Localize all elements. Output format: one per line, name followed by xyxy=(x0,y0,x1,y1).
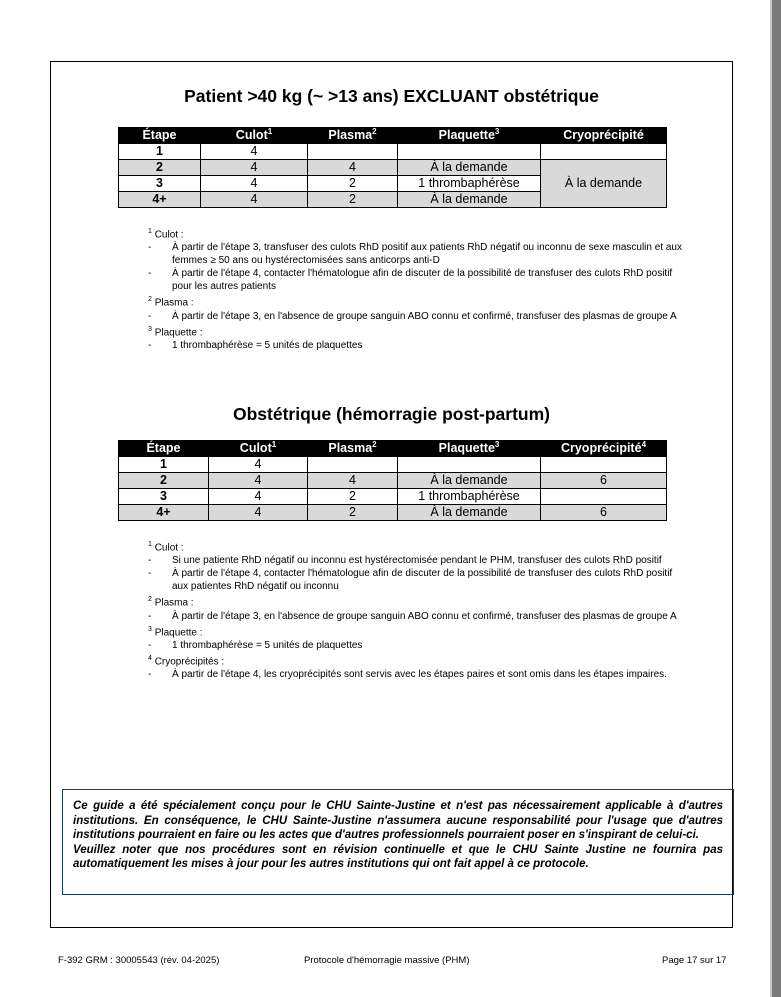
cell-plasma xyxy=(308,144,398,160)
cell-plaquette: À la demande xyxy=(398,505,541,521)
header-culot: Culot$^1$ xyxy=(201,128,308,144)
header-etape: Étape xyxy=(119,441,209,457)
section1-title: Patient >40 kg (~ >13 ans) EXCLUANT obstétrique xyxy=(184,86,599,106)
note-head: $^2$ Plasma : xyxy=(148,296,194,309)
note-item: - Si une patiente RhD négatif ou inconnu est hystérectomisée pendant le PHM, transfuser des culots RhD positif xyxy=(148,555,662,567)
header-culot: Culot$^1$ xyxy=(209,441,308,457)
cell-plaquette: À la demande xyxy=(398,192,541,208)
cell-plasma: 4 xyxy=(308,160,398,176)
cell-plaquette: À la demande xyxy=(398,160,541,176)
disclaimer-paragraph: Ce guide a été spécialement conçu pour le CHU Sainte-Justine et n'est pas nécessairement applicable à d'autres institutions. En conséquence, le CHU Sainte-Justine n'assumera aucune responsabilité pour l'usage que d'autres institutions pourraient en faire ou les actes que d'autres professionnels pourraient poser en s'inspirant de celui-ci. xyxy=(73,800,723,841)
section1-table xyxy=(118,127,667,208)
section1-notes xyxy=(148,225,688,352)
cell-plasma: 2 xyxy=(308,505,398,521)
note-head: $^4$ Cryoprécipités : xyxy=(148,654,225,668)
cell-cryo: 6 xyxy=(541,505,667,521)
note-item: - À partir de l'étape 4, les cryoprécipités sont servis avec les étapes paires et sont omis dans les étapes impaires. xyxy=(148,669,667,681)
cell-plaquette: 1 thrombaphérèse xyxy=(398,489,541,505)
disclaimer-paragraph: Veuillez noter que nos procédures sont en révision continuelle et que le CHU Sainte Justine ne fournira pas automatiquement les mises à jour pour les autres institutions qui ont fait appel à ce protocole. xyxy=(73,843,723,870)
table-header-row xyxy=(119,441,667,457)
cell-etape: 3 xyxy=(119,489,209,505)
cell-cryo-merged: À la demande xyxy=(541,160,667,208)
cell-culot: 4 xyxy=(201,144,308,160)
cell-culot: 4 xyxy=(201,160,308,176)
table-row xyxy=(119,457,667,473)
header-plasma: Plasma$^2$ xyxy=(308,128,398,144)
cell-etape: 1 xyxy=(119,457,209,473)
cell-plasma: 2 xyxy=(308,176,398,192)
cell-culot: 4 xyxy=(209,457,308,473)
header-plaquette: Plaquette$^3$ xyxy=(398,441,541,457)
cell-etape: 4+ xyxy=(119,192,201,208)
table-row xyxy=(119,489,667,505)
cell-plasma: 2 xyxy=(308,489,398,505)
note-item: - À partir de l'étape 4, contacter l'hématologue afin de discuter de la possibilité de transfuser des culots RhD positif aux patientes RhD négatif ou inconnu xyxy=(148,568,673,593)
section2-table xyxy=(118,440,667,521)
header-cryo: Cryoprécipité$^4$ xyxy=(541,441,667,457)
cell-etape: 1 xyxy=(119,144,201,160)
cell-culot: 4 xyxy=(209,473,308,489)
note-head: $^1$ Culot : xyxy=(148,541,184,554)
note-item: - À partir de l'étape 3, en l'absence de groupe sanguin ABO connu et confirmé, transfuser des plasmas de groupe A xyxy=(148,310,677,322)
table-row xyxy=(119,160,667,176)
table-row xyxy=(119,505,667,521)
cell-plasma xyxy=(308,457,398,473)
cell-cryo: 6 xyxy=(541,473,667,489)
viewer-scrollbar-track[interactable] xyxy=(772,0,781,997)
cell-etape: 2 xyxy=(119,160,201,176)
section2-title: Obstétrique (hémorragie post-partum) xyxy=(233,404,550,424)
cell-culot: 4 xyxy=(209,489,308,505)
note-head: $^3$ Plaquette : xyxy=(148,325,203,338)
header-cryo: Cryoprécipité xyxy=(541,128,667,144)
header-plaquette: Plaquette$^3$ xyxy=(398,128,541,144)
note-item: - À partir de l'étape 3, transfuser des culots RhD positif aux patients RhD négatif ou inconnu de sexe masculin et aux femmes ≥ 50 ans ou hystérectomisées sans anticorps anti-D xyxy=(148,242,682,267)
cell-culot: 4 xyxy=(209,505,308,521)
cell-cryo xyxy=(541,489,667,505)
note-item: - À partir de l'étape 3, en l'absence de groupe sanguin ABO connu et confirmé, transfuser des plasmas de groupe A xyxy=(148,610,677,622)
section2-notes xyxy=(148,538,688,681)
cell-culot: 4 xyxy=(201,176,308,192)
cell-plaquette: À la demande xyxy=(398,473,541,489)
cell-cryo xyxy=(541,457,667,473)
header-plasma: Plasma$^2$ xyxy=(308,441,398,457)
table-row xyxy=(119,473,667,489)
cell-etape: 4+ xyxy=(119,505,209,521)
note-item: - 1 thrombaphérèse = 5 unités de plaquettes xyxy=(148,639,363,651)
note-item: - 1 thrombaphérèse = 5 unités de plaquettes xyxy=(148,339,363,351)
footer-title: Protocole d'hémorragie massive (PHM) xyxy=(304,955,470,966)
cell-plasma: 4 xyxy=(308,473,398,489)
footer-page-number: Page 17 sur 17 xyxy=(662,955,727,966)
cell-plaquette xyxy=(398,457,541,473)
cell-plaquette xyxy=(398,144,541,160)
table-row xyxy=(119,144,667,160)
cell-plasma: 2 xyxy=(308,192,398,208)
note-head: $^1$ Culot : xyxy=(148,228,184,241)
cell-plaquette: 1 thrombaphérèse xyxy=(398,176,541,192)
disclaimer-box xyxy=(62,789,734,895)
cell-etape: 3 xyxy=(119,176,201,192)
cell-cryo xyxy=(541,144,667,160)
footer-doc-id: F-392 GRM : 30005543 (rév. 04-2025) xyxy=(58,955,220,966)
cell-culot: 4 xyxy=(201,192,308,208)
note-head: $^3$ Plaquette : xyxy=(148,625,203,638)
header-etape: Étape xyxy=(119,128,201,144)
note-item: - À partir de l'étape 4, contacter l'hématologue afin de discuter de la possibilité de transfuser des culots RhD positif pour les autres patients xyxy=(148,268,673,293)
table-header-row xyxy=(119,128,667,144)
note-head: $^2$ Plasma : xyxy=(148,596,194,609)
cell-etape: 2 xyxy=(119,473,209,489)
